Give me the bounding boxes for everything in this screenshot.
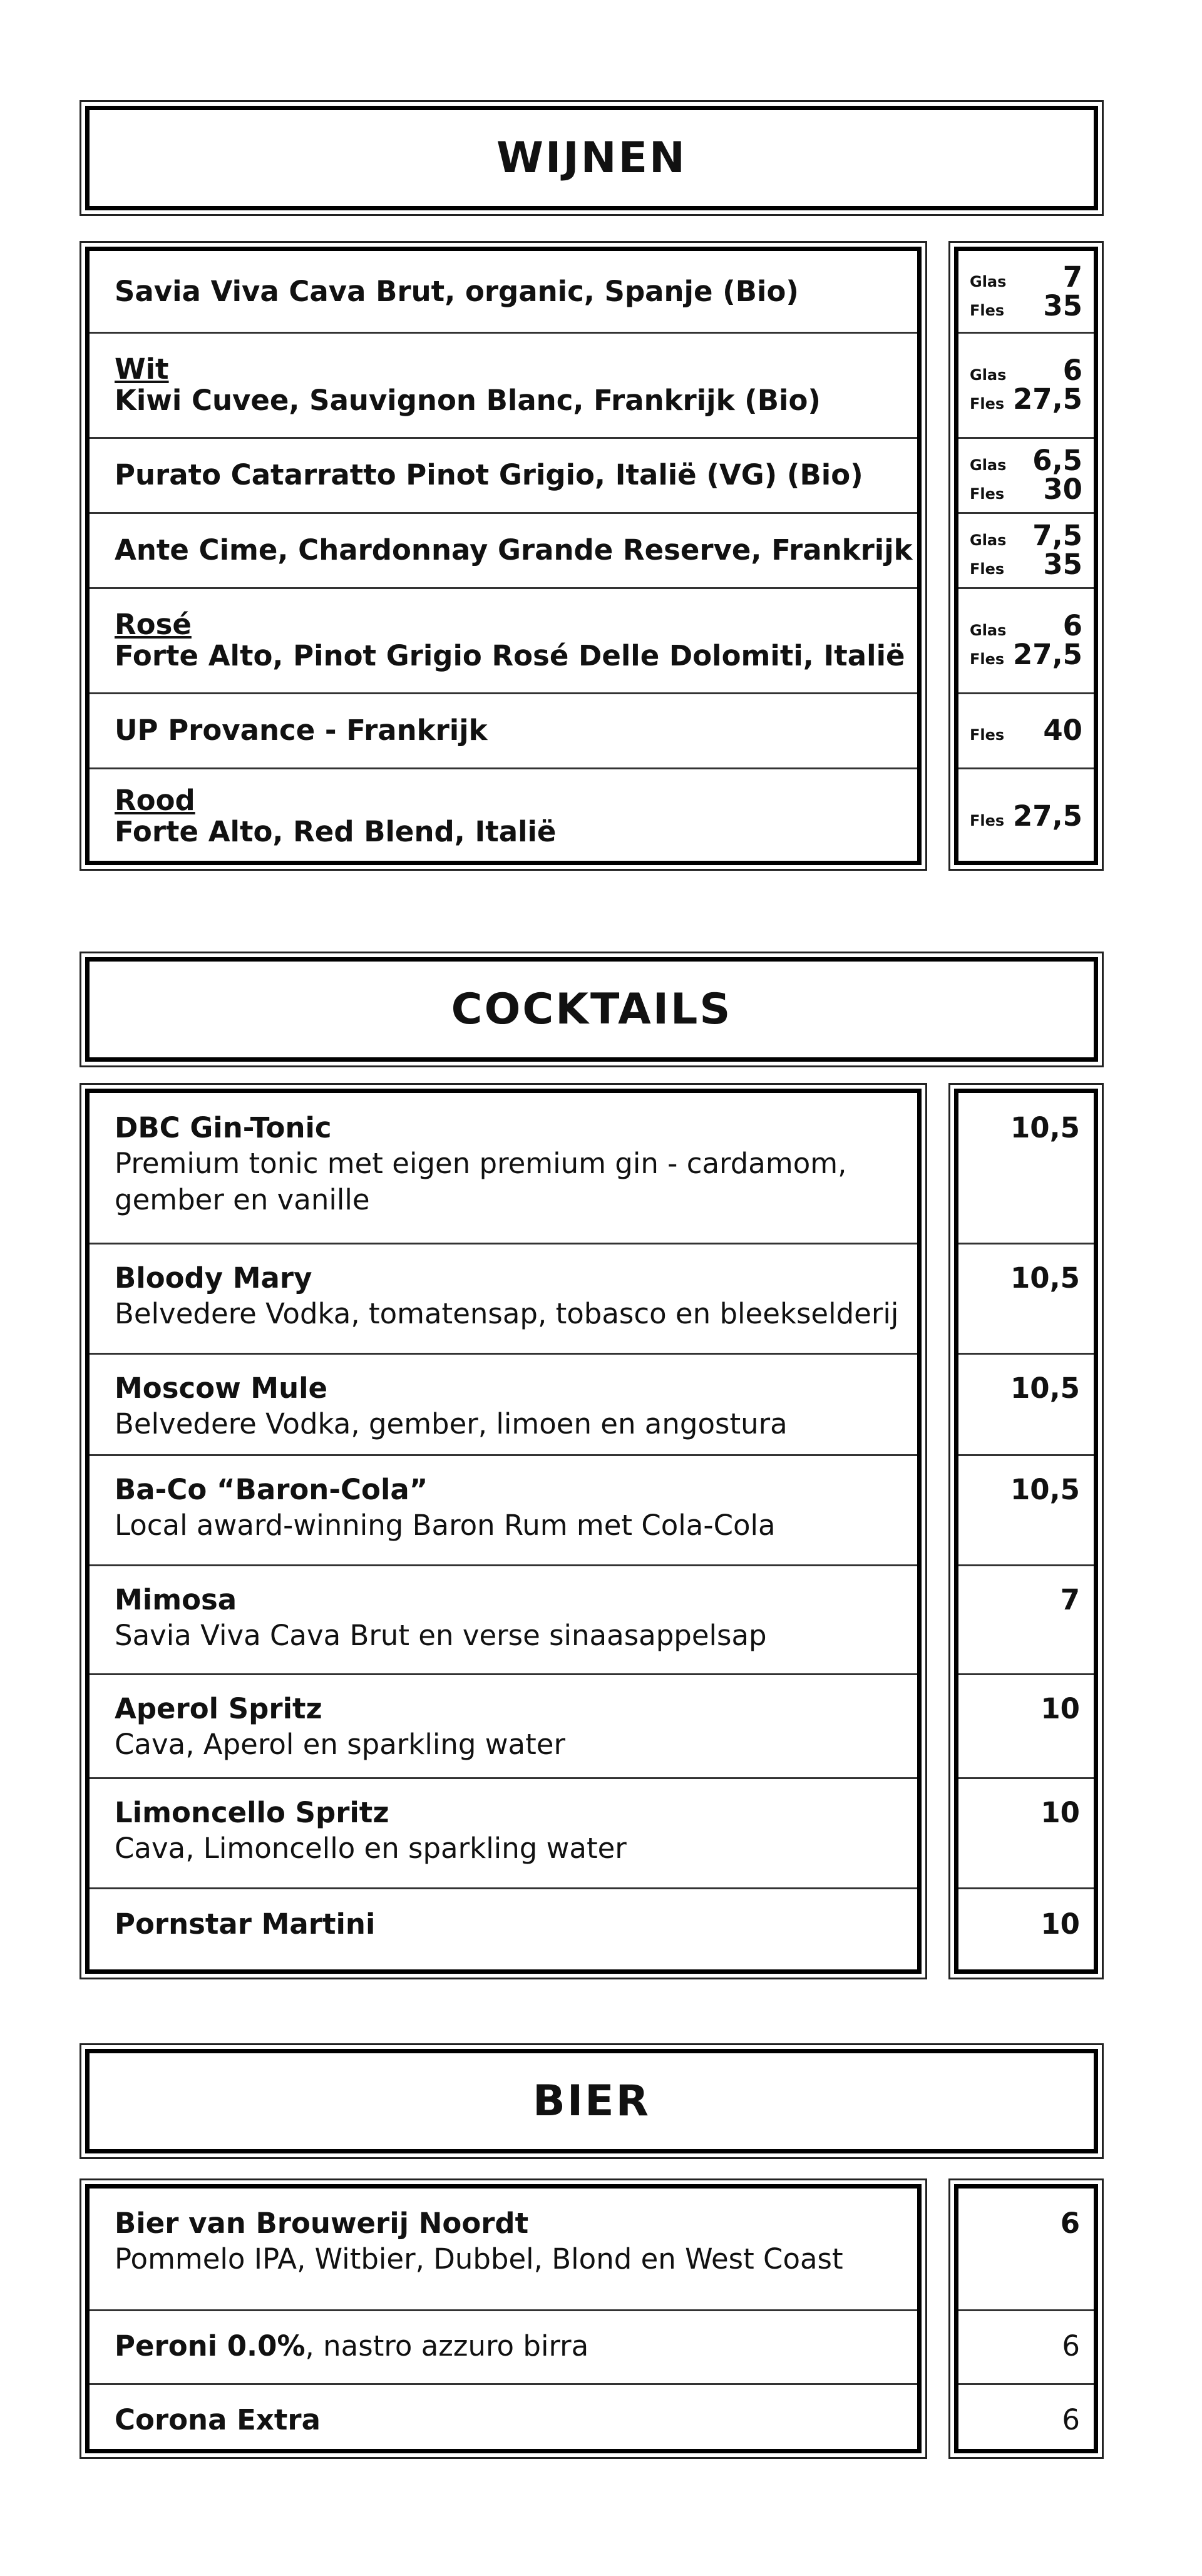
wine-row: [90, 332, 917, 438]
wine-category: Rood: [115, 784, 195, 817]
wine-price-line: [970, 384, 1082, 414]
row-divider: [958, 587, 1094, 589]
wine-price-row: [958, 332, 1094, 438]
cocktail-description: Belvedere Vodka, gember, limoen en angostura: [115, 1407, 788, 1440]
wine-price-line: [970, 446, 1082, 476]
cocktail-price-row: [958, 1455, 1094, 1565]
row-divider: [90, 2309, 917, 2311]
row-divider: [958, 1673, 1094, 1675]
row-divider: [958, 512, 1094, 514]
beer-line: [115, 2329, 912, 2364]
wine-price-line: [970, 611, 1082, 641]
wine-row: [90, 251, 917, 332]
wine-price-line: [970, 801, 1082, 831]
wine-name: Forte Alto, Pinot Grigio Rosé Delle Dolomiti, Italië: [115, 639, 905, 672]
wine-price-cell: [958, 332, 1094, 438]
cocktail-description: Savia Viva Cava Brut en verse sinaasappelsap: [115, 1619, 767, 1652]
cocktail-row: [90, 1243, 917, 1353]
wine-price-cell: [958, 438, 1094, 513]
cocktails-prices-box: [948, 1083, 1104, 1979]
bier-items-box: [80, 2178, 927, 2459]
cocktail-price-row: [958, 1565, 1094, 1674]
wine-price-line: [970, 640, 1082, 670]
price-label: Glas: [970, 456, 1007, 474]
price-label: Fles: [970, 485, 1005, 503]
wine-price-row: [958, 438, 1094, 513]
cocktail-price: 7: [1060, 1583, 1080, 1616]
row-divider: [958, 1887, 1094, 1889]
beer-line: [115, 2206, 912, 2241]
cocktail-cell: [115, 1243, 912, 1353]
wine-row: [90, 588, 917, 693]
cocktail-cell: [115, 1093, 912, 1243]
wine-category: Rosé: [115, 608, 192, 641]
wine-price-cell: [958, 693, 1094, 768]
cocktail-price: 10,5: [1010, 1372, 1080, 1405]
cocktail-name: Mimosa: [115, 1583, 237, 1616]
cocktail-cell: [115, 1455, 912, 1565]
wine-price-row: [958, 251, 1094, 332]
price-label: Fles: [970, 302, 1005, 319]
row-divider: [958, 1243, 1094, 1244]
cocktail-cell: [115, 1565, 912, 1674]
cocktails-title-box: [80, 952, 1104, 1067]
row-divider: [958, 1777, 1094, 1779]
wine-name: UP Provance - Frankrijk: [115, 714, 488, 747]
cocktails-items-box: [80, 1083, 927, 1979]
beer-line: [115, 2403, 912, 2438]
beer-price-row: [958, 2384, 1094, 2453]
cocktail-description: Premium tonic met eigen premium gin - cardamom,: [115, 1147, 847, 1180]
cocktail-price-row: [958, 1353, 1094, 1455]
price-value: 27,5: [1012, 799, 1082, 833]
wine-category: Wit: [115, 352, 169, 386]
price-label: Fles: [970, 560, 1005, 578]
cocktail-row: [90, 1565, 917, 1674]
cocktail-description: Cava, Aperol en sparkling water: [115, 1728, 565, 1761]
row-divider: [90, 1454, 917, 1456]
price-value: 35: [1043, 548, 1082, 581]
wine-price-line: [970, 716, 1082, 746]
beer-cell: [115, 2310, 912, 2384]
row-divider: [90, 1243, 917, 1244]
row-divider: [90, 1564, 917, 1566]
wine-cell: [115, 513, 912, 588]
cocktail-name: Aperol Spritz: [115, 1692, 322, 1725]
cocktail-price: 10,5: [1010, 1473, 1080, 1506]
cocktail-price: 10: [1040, 1692, 1080, 1725]
wine-row: [90, 513, 917, 588]
cocktail-cell: [115, 1888, 912, 1973]
cocktail-cell: [115, 1778, 912, 1888]
row-divider: [90, 512, 917, 514]
cocktail-cell: [115, 1674, 912, 1778]
bier-title-box: [80, 2043, 1104, 2159]
wine-price-cell: [958, 513, 1094, 588]
wine-row: [90, 438, 917, 513]
wine-price-cell: [958, 768, 1094, 865]
price-value: 40: [1043, 714, 1082, 747]
cocktail-price: 10: [1040, 1907, 1080, 1941]
wijnen-title-box: [80, 100, 1104, 216]
wine-cell: [115, 693, 912, 768]
price-label: Glas: [970, 622, 1007, 639]
beer-price: 6: [1062, 2329, 1080, 2363]
cocktails-title: COCKTAILS: [451, 985, 732, 1034]
beer-cell: [115, 2189, 912, 2310]
wine-name: Kiwi Cuvee, Sauvignon Blanc, Frankrijk (Bio): [115, 384, 821, 417]
beer-note: , nastro azzuro birra: [305, 2329, 589, 2363]
bier-prices-box: [948, 2178, 1104, 2459]
price-value: 27,5: [1012, 382, 1082, 416]
beer-cell: [115, 2384, 912, 2453]
row-divider: [90, 1673, 917, 1675]
beer-name: Bier van Brouwerij Noordt: [115, 2207, 529, 2240]
beer-price-row: [958, 2189, 1094, 2310]
wine-price-line: [970, 262, 1082, 292]
row-divider: [90, 767, 917, 769]
cocktail-cell: [115, 1353, 912, 1455]
price-value: 30: [1043, 473, 1082, 506]
beer-price-row: [958, 2310, 1094, 2384]
price-label: Glas: [970, 366, 1007, 384]
row-divider: [958, 1454, 1094, 1456]
price-value: 6,5: [1032, 444, 1082, 477]
beer-row: [90, 2384, 917, 2453]
wine-price-cell: [958, 588, 1094, 693]
cocktail-row: [90, 1455, 917, 1565]
wine-price-row: [958, 513, 1094, 588]
cocktail-price-row: [958, 1243, 1094, 1353]
row-divider: [90, 1887, 917, 1889]
beer-price: 6: [1060, 2207, 1080, 2240]
wijnen-items-box: [80, 241, 927, 871]
price-value: 27,5: [1012, 638, 1082, 671]
row-divider: [958, 332, 1094, 334]
row-divider: [958, 692, 1094, 694]
beer-description: Pommelo IPA, Witbier, Dubbel, Blond en West Coast: [115, 2242, 843, 2276]
price-value: 35: [1043, 289, 1082, 322]
cocktail-description: Cava, Limoncello en sparkling water: [115, 1832, 627, 1865]
wine-name: Savia Viva Cava Brut, organic, Spanje (Bio): [115, 275, 799, 308]
wine-row: [90, 768, 917, 865]
cocktail-name: Ba-Co “Baron-Cola”: [115, 1473, 428, 1506]
price-label: Fles: [970, 726, 1005, 744]
cocktail-name: DBC Gin-Tonic: [115, 1111, 332, 1144]
price-label: Fles: [970, 395, 1005, 413]
cocktail-row: [90, 1674, 917, 1778]
cocktail-price-row: [958, 1674, 1094, 1778]
price-label: Fles: [970, 650, 1005, 668]
beer-name: Peroni 0.0%: [115, 2329, 306, 2363]
wine-cell: [115, 588, 912, 693]
wine-price-line: [970, 550, 1082, 580]
price-label: Fles: [970, 812, 1005, 829]
wine-price-cell: [958, 251, 1094, 332]
cocktail-price-row: [958, 1888, 1094, 1973]
cocktail-row: [90, 1093, 917, 1243]
cocktail-price: 10: [1040, 1796, 1080, 1829]
cocktail-name: Pornstar Martini: [115, 1907, 376, 1941]
wine-price-row: [958, 588, 1094, 693]
cocktail-row: [90, 1778, 917, 1888]
price-value: 7: [1062, 260, 1082, 294]
row-divider: [90, 437, 917, 439]
row-divider: [958, 437, 1094, 439]
beer-row: [90, 2310, 917, 2384]
row-divider: [90, 692, 917, 694]
row-divider: [90, 1353, 917, 1355]
wine-cell: [115, 438, 912, 513]
price-value: 6: [1062, 354, 1082, 387]
cocktail-description: Belvedere Vodka, tomatensap, tobasco en bleekselderij: [115, 1297, 899, 1330]
row-divider: [958, 2309, 1094, 2311]
price-label: Glas: [970, 531, 1007, 549]
row-divider: [958, 767, 1094, 769]
wine-cell: [115, 768, 912, 865]
beer-name: Corona Extra: [115, 2403, 321, 2436]
cocktail-row: [90, 1353, 917, 1455]
wine-name: Ante Cime, Chardonnay Grande Reserve, Frankrijk: [115, 533, 913, 567]
price-value: 6: [1062, 609, 1082, 642]
wine-name: Forte Alto, Red Blend, Italië: [115, 815, 557, 848]
cocktail-name: Limoncello Spritz: [115, 1796, 389, 1829]
wine-price-row: [958, 693, 1094, 768]
wine-name: Purato Catarratto Pinot Grigio, Italië (VG) (Bio): [115, 458, 863, 491]
row-divider: [958, 2383, 1094, 2385]
wine-price-line: [970, 291, 1082, 321]
cocktail-name: Bloody Mary: [115, 1261, 312, 1295]
wine-price-line: [970, 356, 1082, 386]
wine-price-line: [970, 475, 1082, 505]
row-divider: [958, 1353, 1094, 1355]
cocktail-price-row: [958, 1093, 1094, 1243]
wine-cell: [115, 332, 912, 438]
price-label: Glas: [970, 273, 1007, 290]
beer-price: 6: [1062, 2403, 1080, 2436]
wine-price-row: [958, 768, 1094, 865]
row-divider: [958, 1564, 1094, 1566]
cocktail-price: 10,5: [1010, 1111, 1080, 1144]
cocktail-price: 10,5: [1010, 1261, 1080, 1295]
row-divider: [90, 587, 917, 589]
row-divider: [90, 2383, 917, 2385]
wine-row: [90, 693, 917, 768]
cocktail-description: gember en vanille: [115, 1183, 370, 1216]
bier-title: BIER: [533, 2076, 650, 2126]
row-divider: [90, 332, 917, 334]
wijnen-title: WIJNEN: [496, 133, 687, 183]
price-value: 7,5: [1032, 519, 1082, 552]
cocktail-price-row: [958, 1778, 1094, 1888]
cocktail-description: Local award-winning Baron Rum met Cola-Cola: [115, 1509, 776, 1542]
beer-row: [90, 2189, 917, 2310]
wijnen-prices-box: [948, 241, 1104, 871]
cocktail-name: Moscow Mule: [115, 1372, 328, 1405]
row-divider: [90, 1777, 917, 1779]
cocktail-row: [90, 1888, 917, 1973]
wine-price-line: [970, 521, 1082, 551]
wine-cell: [115, 251, 912, 332]
